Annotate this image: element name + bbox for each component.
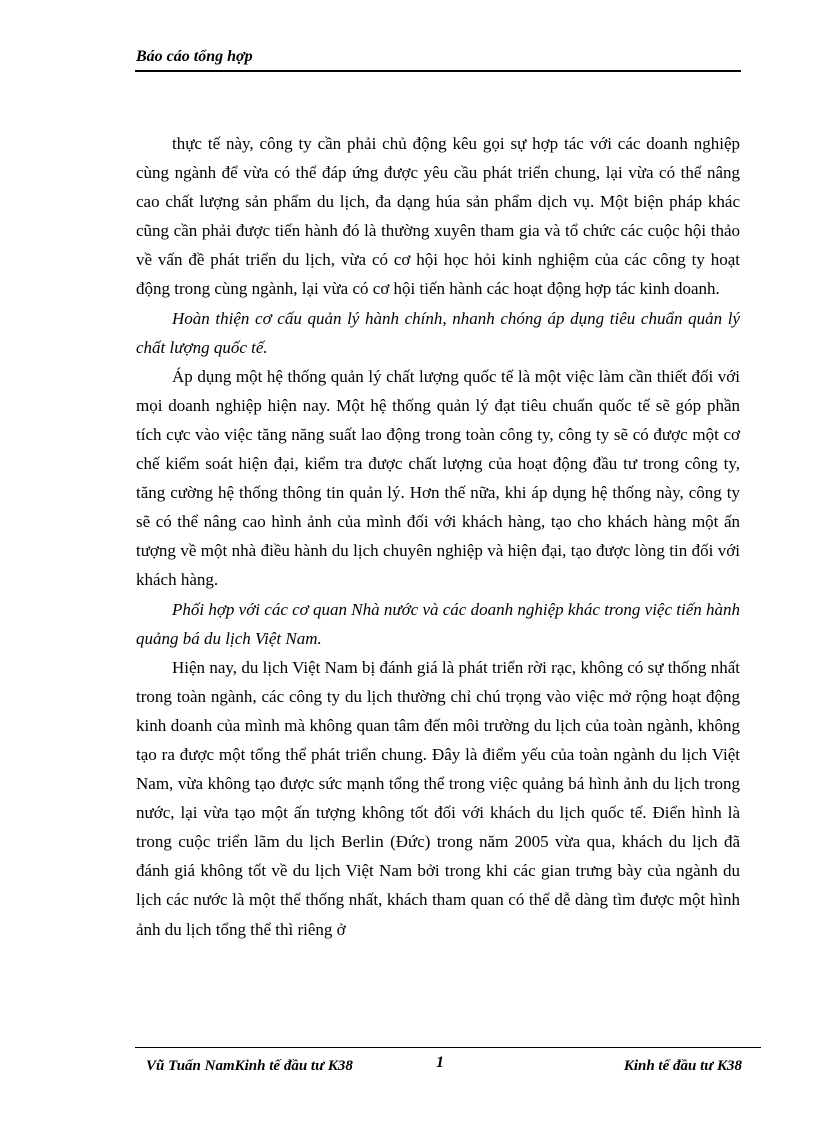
footer-right-text: Kinh tế đầu tư K38 (623, 1058, 742, 1074)
page-footer (146, 1054, 742, 1078)
footer-divider (135, 1047, 761, 1048)
header-title: Báo cáo tổng hợp (136, 48, 253, 65)
paragraph-5: Hiện nay, du lịch Việt Nam bị đánh giá là phát triển rời rạc, không có sự thống nhất trong toàn ngành, các công ty du lịch thường chỉ chú trọng vào việc mở rộng hoạt động kinh doanh của mình mà không quan tâm đến môi trường du lịch của toàn ngành, không tạo ra được một tổng thể phát triển chung. Đây là điểm yếu của toàn ngành du lịch Việt Nam, vừa không tạo được sức mạnh tổng thể trong việc quảng bá hình ảnh du lịch trong nước, lại vừa tạo một ấn tượng không tốt đối với khách du lịch quốc tế. Điển hình là trong cuộc triển lãm du lịch Berlin (Đức) trong năm 2005 vừa qua, khách du lịch đã đánh giá không tốt về du lịch Việt Nam bởi trong khi các gian trưng bày của ngành du lịch các nước là một thể thống nhất, khách tham quan có thể dễ dàng tìm được một hình ảnh du lịch tổng thể thì riêng ở (136, 657, 740, 939)
paragraph-2-heading: Hoàn thiện cơ cấu quản lý hành chính, nhanh chóng áp dụng tiêu chuẩn quản lý chất lượng quốc tế. (136, 308, 740, 357)
document-body (136, 129, 740, 944)
page-number: 1 (436, 1054, 444, 1071)
paragraph-3: Áp dụng một hệ thống quản lý chất lượng quốc tế là một việc làm cần thiết đối với mọi doanh nghiệp hiện nay. Một hệ thống quản lý đạt tiêu chuẩn quốc tế sẽ góp phần tích cực vào việc tăng năng suất lao động trong toàn công ty, công ty sẽ có được một cơ chế kiểm soát hiện đại, kiểm tra được chất lượng của hoạt động đầu tư trong công ty, tăng cường hệ thống thông tin quản lý. Hơn thế nữa, khi áp dụng hệ thống này, công ty sẽ có thể nâng cao hình ảnh của mình đối với khách hàng, tạo cho khách hàng một ấn tượng về một nhà điều hành du lịch chuyên nghiệp và hiện đại, tạo được lòng tin đối với khách hàng. (136, 366, 740, 590)
paragraph-1: thực tế này, công ty cần phải chủ động kêu gọi sự hợp tác với các doanh nghiệp cùng ngành để vừa có thể đáp ứng được yêu cầu phát triển chung, lại vừa có thể nâng cao chất lượng sản phẩm du lịch, đa dạng húa sản phẩm dịch vụ. Một biện pháp khác cũng cần phải được tiến hành đó là thường xuyên tham gia và tổ chức các cuộc hội thảo về vấn đề phát triển du lịch, vừa có cơ hội học hỏi kinh nghiệm của các công ty hoạt động trong cùng ngành, lại vừa có cơ hội tiến hành các hoạt động hợp tác kinh doanh. (136, 134, 740, 299)
footer-author: Vũ Tuấn NamKinh tế đầu tư K38 (146, 1058, 353, 1074)
header-divider (135, 70, 741, 72)
paragraph-4-heading: Phối hợp với các cơ quan Nhà nước và các doanh nghiệp khác trong việc tiến hành quảng bá du lịch Việt Nam. (136, 599, 741, 648)
